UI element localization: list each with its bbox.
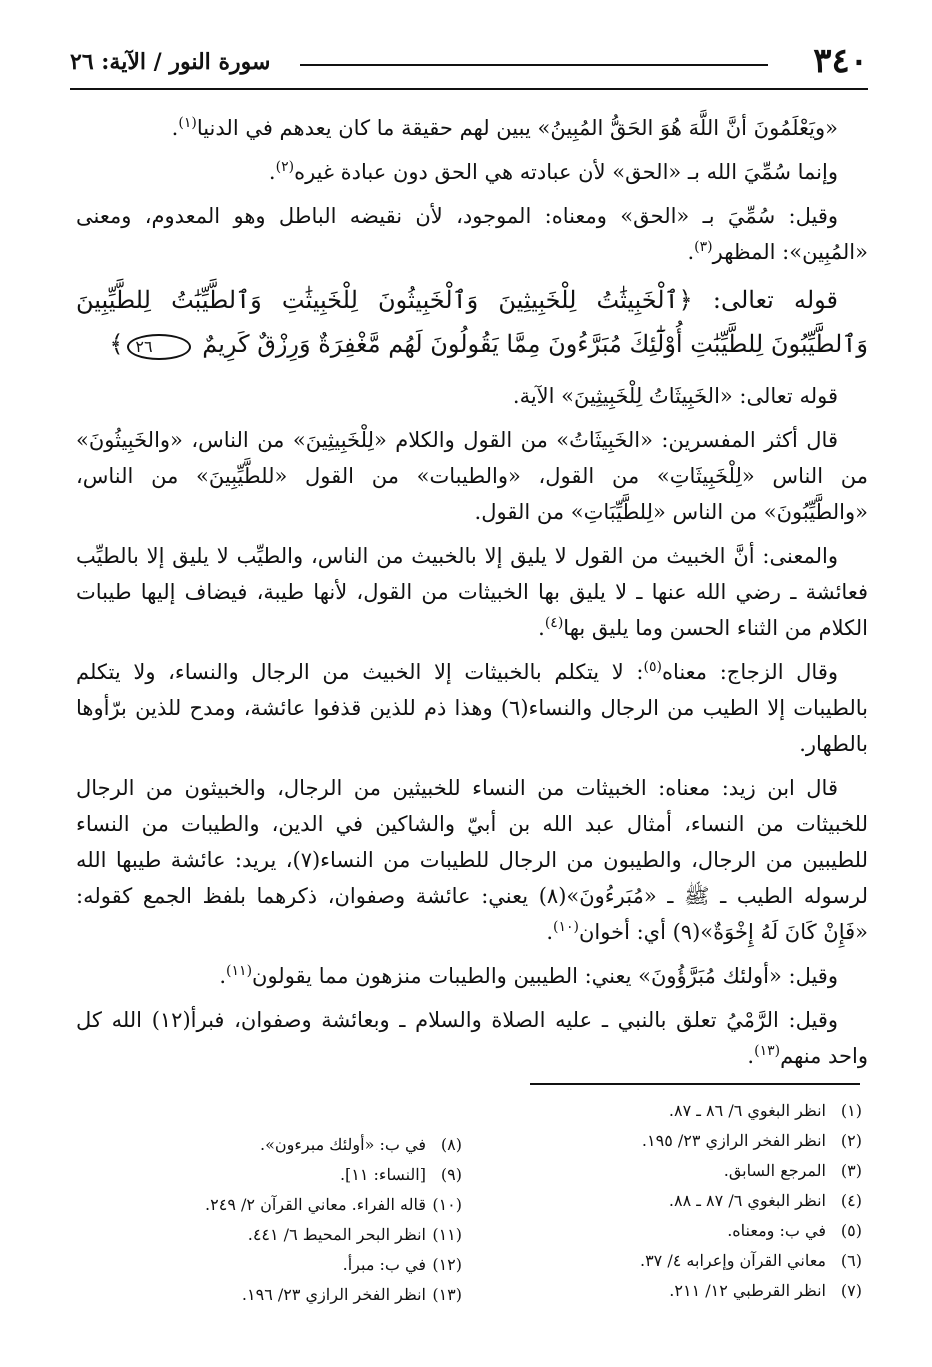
paragraph-tail: . — [546, 920, 553, 944]
footnote — [532, 1276, 862, 1306]
paragraph-tail: . — [538, 616, 545, 640]
footnote — [532, 1156, 862, 1186]
page-number: ٣٤٠ — [813, 41, 868, 81]
footnote-text: انظر الفخر الرازي ٢٣/ ١٩٥. — [641, 1131, 826, 1150]
footnote-ref: (١٣) — [754, 1043, 781, 1059]
footnote-ref: (١٠) — [553, 919, 579, 935]
paragraph — [76, 538, 868, 646]
footnote-text: المرجع السابق. — [723, 1161, 826, 1180]
footnote-text: معاني القرآن وإعرابه ٤/ ٣٧. — [639, 1251, 826, 1270]
paragraph — [76, 198, 868, 270]
footnote-number: (٨) — [440, 1135, 462, 1154]
paragraph-tail: . — [219, 964, 227, 988]
footnote-text: انظر القرطبي ١٢/ ٢١١. — [669, 1281, 826, 1300]
footnote-number: (١) — [840, 1101, 862, 1120]
footnote-text: انظر الفخر الرازي ٢٣/ ١٩٦. — [241, 1285, 426, 1304]
footnote — [532, 1216, 862, 1246]
footnote — [162, 1220, 462, 1250]
footnotes-left-column — [162, 1130, 462, 1310]
footnote-text: انظر البحر المحيط ٦/ ٤٤١. — [247, 1225, 426, 1244]
footnote-ref: (١) — [178, 115, 197, 131]
paragraph-text: وقيل: «أولئك مُبَرَّؤُونَ» يعني: الطيبين والطيبات منزهون مما يقولون — [252, 964, 838, 988]
paragraph-text: وقيل: الرَّمْيُ تعلق بالنبي ـ عليه الصلاة والسلام ـ وبعائشة وصفوان، فبرأ(١٢) الله كل واحد منهم — [76, 1008, 868, 1068]
footnote-text: قاله الفراء. معاني القرآن ٢/ ٢٤٩. — [205, 1195, 426, 1214]
verse-text: قوله تعالى: ﴿ٱلْخَبِيثَٰتُ لِلْخَبِيثِينَ وَٱلْخَبِيثُونَ لِلْخَبِيثَٰتِ وَٱلطَّيِّبَٰتُ لِلطَّيِّبِينَ وَٱلطَّيِّبُونَ لِلطَّيِّبَٰتِ أُوْلَٰٓئِكَ مُبَرَّءُونَ مِمَّا يَقُولُونَ لَهُم مَّغْفِرَةٌ وَرِزْقٌ كَرِيمٌ — [76, 286, 868, 358]
footnote-text: في ب: «أولئك مبرءون». — [260, 1135, 426, 1154]
header-rule — [300, 64, 768, 66]
paragraph-text: قوله تعالى: «الخَبِيثَاتُ لِلْخَبِيثِينَ» الآية. — [512, 384, 838, 408]
footnote-number: (٥) — [840, 1221, 862, 1240]
surah-reference: سورة النور / الآية: ٢٦ — [70, 49, 271, 75]
page-header — [70, 38, 868, 90]
footnote-ref: (٣) — [694, 239, 713, 255]
footnote-number: (٤) — [840, 1191, 862, 1210]
footnote — [532, 1186, 862, 1216]
footnote-text: انظر البغوي ٦/ ٨٦ ـ ٨٧. — [668, 1101, 826, 1120]
paragraph — [76, 154, 868, 190]
footnote-ref: (١١) — [226, 963, 253, 979]
footnotes-right-column — [532, 1096, 862, 1306]
paragraph-text: وإنما سُمِّيَ الله بـ «الحق» لأن عبادته هي الحق دون عبادة غيره — [294, 160, 838, 184]
paragraph-text: والمعنى: أنَّ الخبيث من القول لا يليق إلا بالخبيث من الناس، والطيِّب لا يليق إلا بالطيِّب فعائشة ـ رضي الله عنها ـ لا يليق بها الخبيثات من القول، لأنها طيبة، فيضاف إليها طيبات الكلام من الثناء الحسن وما يليق بها — [76, 544, 868, 640]
footnote-number: (١٣) — [432, 1285, 462, 1304]
quran-verse — [76, 278, 868, 366]
footnote-number: (١١) — [432, 1225, 462, 1244]
main-text — [76, 110, 868, 1082]
footnote — [532, 1096, 862, 1126]
verse-close-bracket: ﴾ — [109, 330, 124, 358]
footnote-number: (٧) — [840, 1281, 862, 1300]
paragraph-tail: . — [687, 240, 695, 264]
paragraph-text: قال ابن زيد: معناه: الخبيثات من النساء للخبيثين من الرجال، والخبيثون من الرجال للخبيثات من النساء، أمثال عبد الله بن أبيّ والشاكين في الدين، والطيبات من النساء للطيبين من الرجال، والطيبون من الرجال للطيبات من النساء(٧)، يريد: عائشة طيبها الله لرسوله الطيب ـ ﷺ ـ «مُبَرءُونَ»(٨) يعني: عائشة وصفوان، ذكرهما بلفظ الجمع كقوله: «فَإِنْ كَانَ لَهُ إِخْوَةٌ»(٩) أي: أخوان — [76, 776, 868, 944]
footnote-number: (٣) — [840, 1161, 862, 1180]
footnote-ref: (٢) — [275, 159, 295, 175]
paragraph-tail: : لا يتكلم بالخبيثات إلا الخبيث من الرجال والنساء، ولا يتكلم بالطيبات إلا الطيب من الرجال والنساء(٦) وهذا ذم للذين قذفوا عائشة، ومدح للذين برّأوها بالطهار. — [76, 660, 868, 756]
paragraph-tail: . — [268, 160, 276, 184]
footnote-number: (١٢) — [432, 1255, 462, 1274]
footnote-text: في ب: مبرأ. — [342, 1255, 426, 1274]
paragraph — [76, 770, 868, 950]
footnote-text: في ب: ومعناه. — [727, 1221, 826, 1240]
paragraph-text: وقيل: سُمِّيَ بـ «الحق» ومعناه: الموجود، لأن نقيضه الباطل وهو المعدوم، ومعنى «المُبِين»: المظهر — [76, 204, 868, 264]
paragraph-text: قال أكثر المفسرين: «الخَبِيثَاتُ» من القول والكلام «لِلْخَبِيثِينَ» من الناس، «والخَبِيثُونَ» من الناس «لِلْخَبِيثَاتِ» من القول، «والطيبات» من القول «للطَّيِّبِينَ» من الناس، «والطَّيِّبُونَ» من الناس «لِلطَّيِّبَاتِ» من القول. — [76, 428, 868, 524]
footnote-divider — [530, 1083, 860, 1085]
footnote — [162, 1160, 462, 1190]
footnote — [162, 1280, 462, 1310]
paragraph — [76, 654, 868, 762]
verse-number-medallion: ٢٦ — [127, 334, 190, 360]
footnote-text: انظر البغوي ٦/ ٨٧ ـ ٨٨. — [668, 1191, 826, 1210]
footnote-number: (٦) — [840, 1251, 862, 1270]
footnote-number: (١٠) — [432, 1195, 462, 1214]
footnote — [532, 1126, 862, 1156]
paragraph — [76, 110, 868, 146]
paragraph — [76, 1002, 868, 1074]
footnote-number: (٢) — [840, 1131, 862, 1150]
paragraph-tail: . — [747, 1044, 755, 1068]
paragraph — [76, 958, 868, 994]
footnote — [162, 1190, 462, 1220]
footnote — [532, 1246, 862, 1276]
paragraph-text: «ويَعْلَمُونَ أنَّ اللَّهَ هُوَ الحَقُّ المُبِينُ» يبين لهم حقيقة ما كان يعدهم في الدنيا — [196, 116, 838, 140]
footnote-ref: (٥) — [643, 659, 662, 675]
footnote-text: [النساء: ١١]. — [339, 1165, 426, 1184]
footnote-ref: (٤) — [544, 615, 564, 631]
paragraph-tail: . — [171, 116, 179, 140]
paragraph — [76, 378, 868, 414]
footnote — [162, 1250, 462, 1280]
footnote — [162, 1130, 462, 1160]
header-divider — [70, 88, 868, 90]
paragraph-text: وقال الزجاج: معناه — [661, 660, 839, 684]
paragraph — [76, 422, 868, 530]
footnote-number: (٩) — [440, 1165, 462, 1184]
